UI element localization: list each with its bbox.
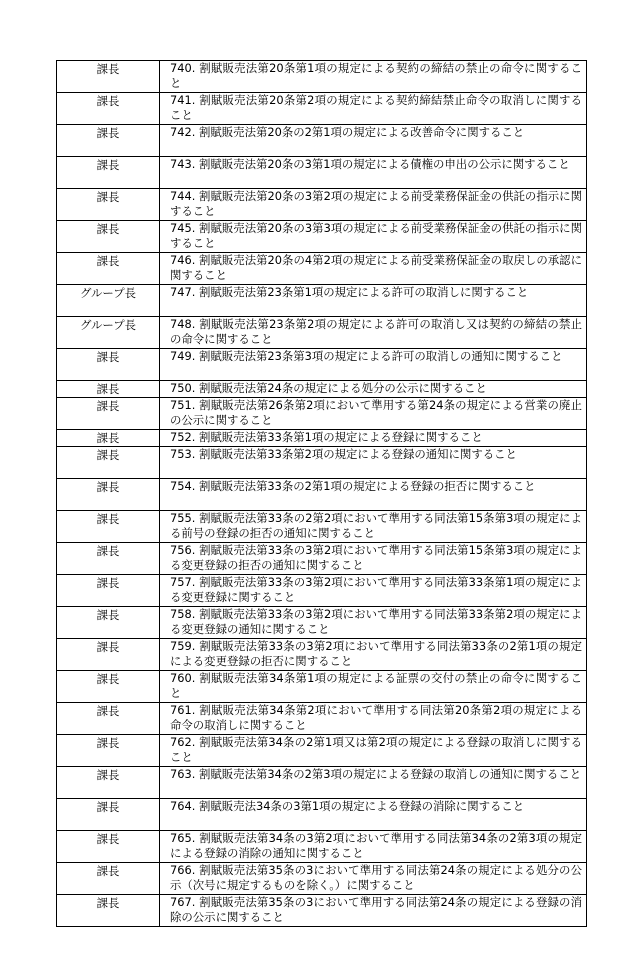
item-number: 744.	[170, 189, 196, 203]
item-cell	[160, 317, 587, 349]
table-row	[57, 799, 587, 831]
item-text: 割賦販売法第20条の3第1項の規定による債権の申出の公示に関すること	[199, 157, 570, 171]
item-text: 割賦販売法第33条の3第2項において準用する同法第33条第2項の規定による変更登録の通知に関すること	[170, 607, 583, 636]
item-number: 741.	[170, 93, 196, 107]
role-cell: 課長	[57, 799, 160, 831]
item-text: 割賦販売法第35条の3において準用する同法第24条の規定による登録の消除の公示に関すること	[170, 895, 582, 924]
role-cell: 課長	[57, 253, 160, 285]
role-cell: 課長	[57, 479, 160, 511]
item-number: 759.	[170, 639, 196, 653]
item-cell	[160, 61, 587, 93]
table-row	[57, 479, 587, 511]
item-cell	[160, 831, 587, 863]
role-cell: 課長	[57, 639, 160, 671]
role-cell: 課長	[57, 895, 160, 927]
item-text: 割賦販売法第23条第1項の規定による許可の取消しに関すること	[199, 285, 529, 299]
table-row	[57, 189, 587, 221]
item-number: 756.	[170, 543, 196, 557]
item-text: 割賦販売法第33条の2第1項の規定による登録の拒否に関すること	[199, 479, 536, 493]
role-cell: 課長	[57, 93, 160, 125]
item-number: 764.	[170, 799, 196, 813]
item-text: 割賦販売法第24条の規定による処分の公示に関すること	[199, 381, 487, 395]
table-row	[57, 317, 587, 349]
table-body	[57, 61, 587, 927]
table-row	[57, 639, 587, 671]
item-cell	[160, 221, 587, 253]
item-text: 割賦販売法第34条の2第3項の規定による登録の取消しの通知に関すること	[199, 767, 582, 781]
role-cell: 課長	[57, 221, 160, 253]
item-cell	[160, 639, 587, 671]
delegation-table	[56, 60, 587, 927]
item-text: 割賦販売法第33条の3第2項において準用する同法第15条第3項の規定による変更登録の拒否の通知に関すること	[170, 543, 583, 572]
item-cell	[160, 735, 587, 767]
table-row	[57, 253, 587, 285]
item-number: 747.	[170, 285, 196, 299]
role-cell: 課長	[57, 543, 160, 575]
item-text: 割賦販売法第33条の3第2項において準用する同法第33条第1項の規定による変更登録に関すること	[170, 575, 583, 604]
item-cell	[160, 430, 587, 447]
item-number: 752.	[170, 430, 196, 444]
item-cell	[160, 253, 587, 285]
role-cell: グループ長	[57, 317, 160, 349]
table-row	[57, 543, 587, 575]
table-row	[57, 831, 587, 863]
role-cell: 課長	[57, 863, 160, 895]
table-row	[57, 285, 587, 317]
item-cell	[160, 863, 587, 895]
item-text: 割賦販売法第35条の3において準用する同法第24条の規定による処分の公示（次号に規定するものを除く。）に関すること	[170, 863, 582, 892]
table-row	[57, 125, 587, 157]
role-cell: 課長	[57, 189, 160, 221]
item-text: 割賦販売法第34条第2項において準用する同法第20条第2項の規定による命令の取消しに関すること	[170, 703, 583, 732]
item-number: 757.	[170, 575, 196, 589]
item-number: 763.	[170, 767, 196, 781]
item-number: 758.	[170, 607, 196, 621]
role-cell: 課長	[57, 703, 160, 735]
table-row	[57, 671, 587, 703]
role-cell: 課長	[57, 398, 160, 430]
role-cell: 課長	[57, 607, 160, 639]
item-cell	[160, 157, 587, 189]
item-number: 767.	[170, 895, 196, 909]
item-cell	[160, 381, 587, 398]
table-row	[57, 863, 587, 895]
item-cell	[160, 125, 587, 157]
item-number: 740.	[170, 61, 196, 75]
table-row	[57, 381, 587, 398]
item-number: 754.	[170, 479, 196, 493]
role-cell: 課長	[57, 157, 160, 189]
table-row	[57, 607, 587, 639]
role-cell: 課長	[57, 767, 160, 799]
item-cell	[160, 398, 587, 430]
item-cell	[160, 479, 587, 511]
item-number: 749.	[170, 349, 196, 363]
item-text: 割賦販売法第33条の3第2項において準用する同法第33条の2第1項の規定による変更登録の拒否に関すること	[170, 639, 583, 668]
table-row	[57, 895, 587, 927]
item-cell	[160, 189, 587, 221]
item-text: 割賦販売法第33条第2項の規定による登録の通知に関すること	[199, 447, 517, 461]
item-cell	[160, 671, 587, 703]
role-cell: 課長	[57, 831, 160, 863]
role-cell: 課長	[57, 430, 160, 447]
role-cell: 課長	[57, 511, 160, 543]
item-text: 割賦販売法第23条第3項の規定による許可の取消しの通知に関すること	[199, 349, 563, 363]
item-text: 割賦販売法第34条の2第1項又は第2項の規定による登録の取消しに関すること	[170, 735, 582, 764]
role-cell: 課長	[57, 447, 160, 479]
table-row	[57, 349, 587, 381]
role-cell: 課長	[57, 671, 160, 703]
role-cell: グループ長	[57, 285, 160, 317]
table-row	[57, 703, 587, 735]
table-row	[57, 430, 587, 447]
role-cell: 課長	[57, 381, 160, 398]
item-number: 760.	[170, 671, 196, 685]
item-number: 753.	[170, 447, 196, 461]
item-text: 割賦販売法第20条第2項の規定による契約締結禁止命令の取消しに関すること	[170, 93, 582, 122]
item-text: 割賦販売法第20条第1項の規定による契約の締結の禁止の命令に関すること	[170, 61, 582, 90]
table-row	[57, 157, 587, 189]
item-text: 割賦販売法第34条の3第2項において準用する同法第34条の2第3項の規定による登録の消除の通知に関すること	[170, 831, 583, 860]
item-text: 割賦販売法第20条の4第2項の規定による前受業務保証金の取戻しの承認に関すること	[170, 253, 582, 282]
item-number: 750.	[170, 381, 196, 395]
item-cell	[160, 895, 587, 927]
item-cell	[160, 575, 587, 607]
item-cell	[160, 799, 587, 831]
item-text: 割賦販売法第20条の2第1項の規定による改善命令に関すること	[199, 125, 525, 139]
role-cell: 課長	[57, 735, 160, 767]
table-row	[57, 398, 587, 430]
item-number: 766.	[170, 863, 196, 877]
item-text: 割賦販売法第33条の2第2項において準用する同法第15条第3項の規定による前号の登録の拒否の通知に関すること	[170, 511, 583, 540]
item-cell	[160, 511, 587, 543]
item-text: 割賦販売法第20条の3第3項の規定による前受業務保証金の供託の指示に関すること	[170, 221, 582, 250]
item-cell	[160, 543, 587, 575]
item-text: 割賦販売法第20条の3第2項の規定による前受業務保証金の供託の指示に関すること	[170, 189, 582, 218]
item-number: 751.	[170, 398, 196, 412]
item-text: 割賦販売法第26条第2項において準用する第24条の規定による営業の廃止の公示に関すること	[170, 398, 582, 427]
item-number: 746.	[170, 253, 196, 267]
item-number: 762.	[170, 735, 196, 749]
table-row	[57, 575, 587, 607]
role-cell: 課長	[57, 349, 160, 381]
item-cell	[160, 93, 587, 125]
item-cell	[160, 285, 587, 317]
item-cell	[160, 447, 587, 479]
table-row	[57, 221, 587, 253]
item-cell	[160, 703, 587, 735]
item-cell	[160, 607, 587, 639]
table-row	[57, 767, 587, 799]
item-number: 745.	[170, 221, 196, 235]
table-row	[57, 61, 587, 93]
item-number: 761.	[170, 703, 196, 717]
item-number: 765.	[170, 831, 196, 845]
table-row	[57, 511, 587, 543]
role-cell: 課長	[57, 61, 160, 93]
item-cell	[160, 767, 587, 799]
item-number: 742.	[170, 125, 196, 139]
table-row	[57, 447, 587, 479]
item-text: 割賦販売法第33条第1項の規定による登録に関すること	[199, 430, 483, 444]
item-text: 割賦販売法34条の3第1項の規定による登録の消除に関すること	[199, 799, 525, 813]
table-row	[57, 735, 587, 767]
table-row	[57, 93, 587, 125]
item-text: 割賦販売法第23条第2項の規定による許可の取消し又は契約の締結の禁止の命令に関すること	[170, 317, 582, 346]
item-number: 755.	[170, 511, 196, 525]
role-cell: 課長	[57, 575, 160, 607]
item-number: 743.	[170, 157, 196, 171]
item-cell	[160, 349, 587, 381]
item-text: 割賦販売法第34条第1項の規定による証票の交付の禁止の命令に関すること	[170, 671, 582, 700]
role-cell: 課長	[57, 125, 160, 157]
item-number: 748.	[170, 317, 196, 331]
